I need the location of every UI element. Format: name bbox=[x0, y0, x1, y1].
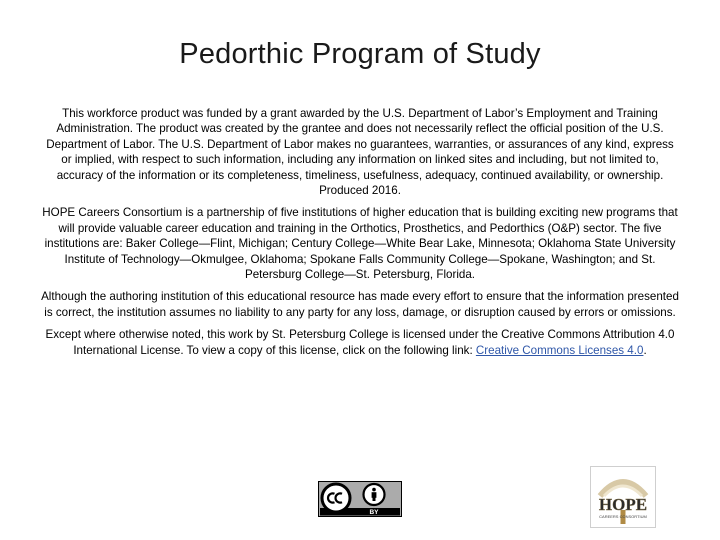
funding-paragraph: This workforce product was funded by a grant awarded by the U.S. Department of Labor’s Employment and Training Administration. The product was created by the grantee and does not necessarily reflect the official position of the U.S. Department of Labor. The U.S. Department of Labor makes no guarantees, warranties, or assurances of any kind, express or implied, with respect to such information, including any information on linked sites and including, but not limited to, accuracy of the information or its completeness, timeliness, usefulness, adequacy, continued availability, or ownership. Produced 2016. bbox=[46, 107, 674, 198]
cc-by-label: BY bbox=[369, 509, 379, 517]
liability-paragraph: Although the authoring institution of this educational resource has made every effort to ensure that the information presented is correct, the institution assumes no liability to any party for any loss, damage, or disruption caused by errors or omissions. bbox=[41, 290, 679, 319]
consortium-paragraph: HOPE Careers Consortium is a partnership of five institutions of higher education that is building exciting new programs that will provide valuable career education and training in the Orthotics, Prosthetics, and Pedorthics (O&P) sector. The five institutions are: Baker College—Flint, Michigan; Century College—White Bear Lake, Minnesota; Oklahoma State University Institute of Technology—Okmulgee, Oklahoma; Spokane Falls Community College—Spokane, Washington; and St. Petersburg College—St. Petersburg, Florida. bbox=[42, 206, 678, 282]
cc-by-license-icon bbox=[318, 481, 402, 517]
disclaimer-text bbox=[40, 106, 680, 365]
license-text: Except where otherwise noted, this work by St. Petersburg College is licensed under the Creative Commons Attribution 4.0 International License. To view a copy of this license, click on the following link: bbox=[45, 328, 675, 357]
hope-consortium-logo-icon bbox=[590, 466, 656, 528]
page-title: Pedorthic Program of Study bbox=[179, 38, 541, 70]
hope-logo-subtitle: CAREERS CONSORTIUM bbox=[599, 514, 647, 519]
license-period: . bbox=[643, 343, 647, 357]
license-paragraph bbox=[40, 327, 680, 358]
creative-commons-link[interactable]: Creative Commons Licenses 4.0 bbox=[475, 343, 644, 357]
hope-logo-label: HOPE bbox=[598, 495, 648, 514]
